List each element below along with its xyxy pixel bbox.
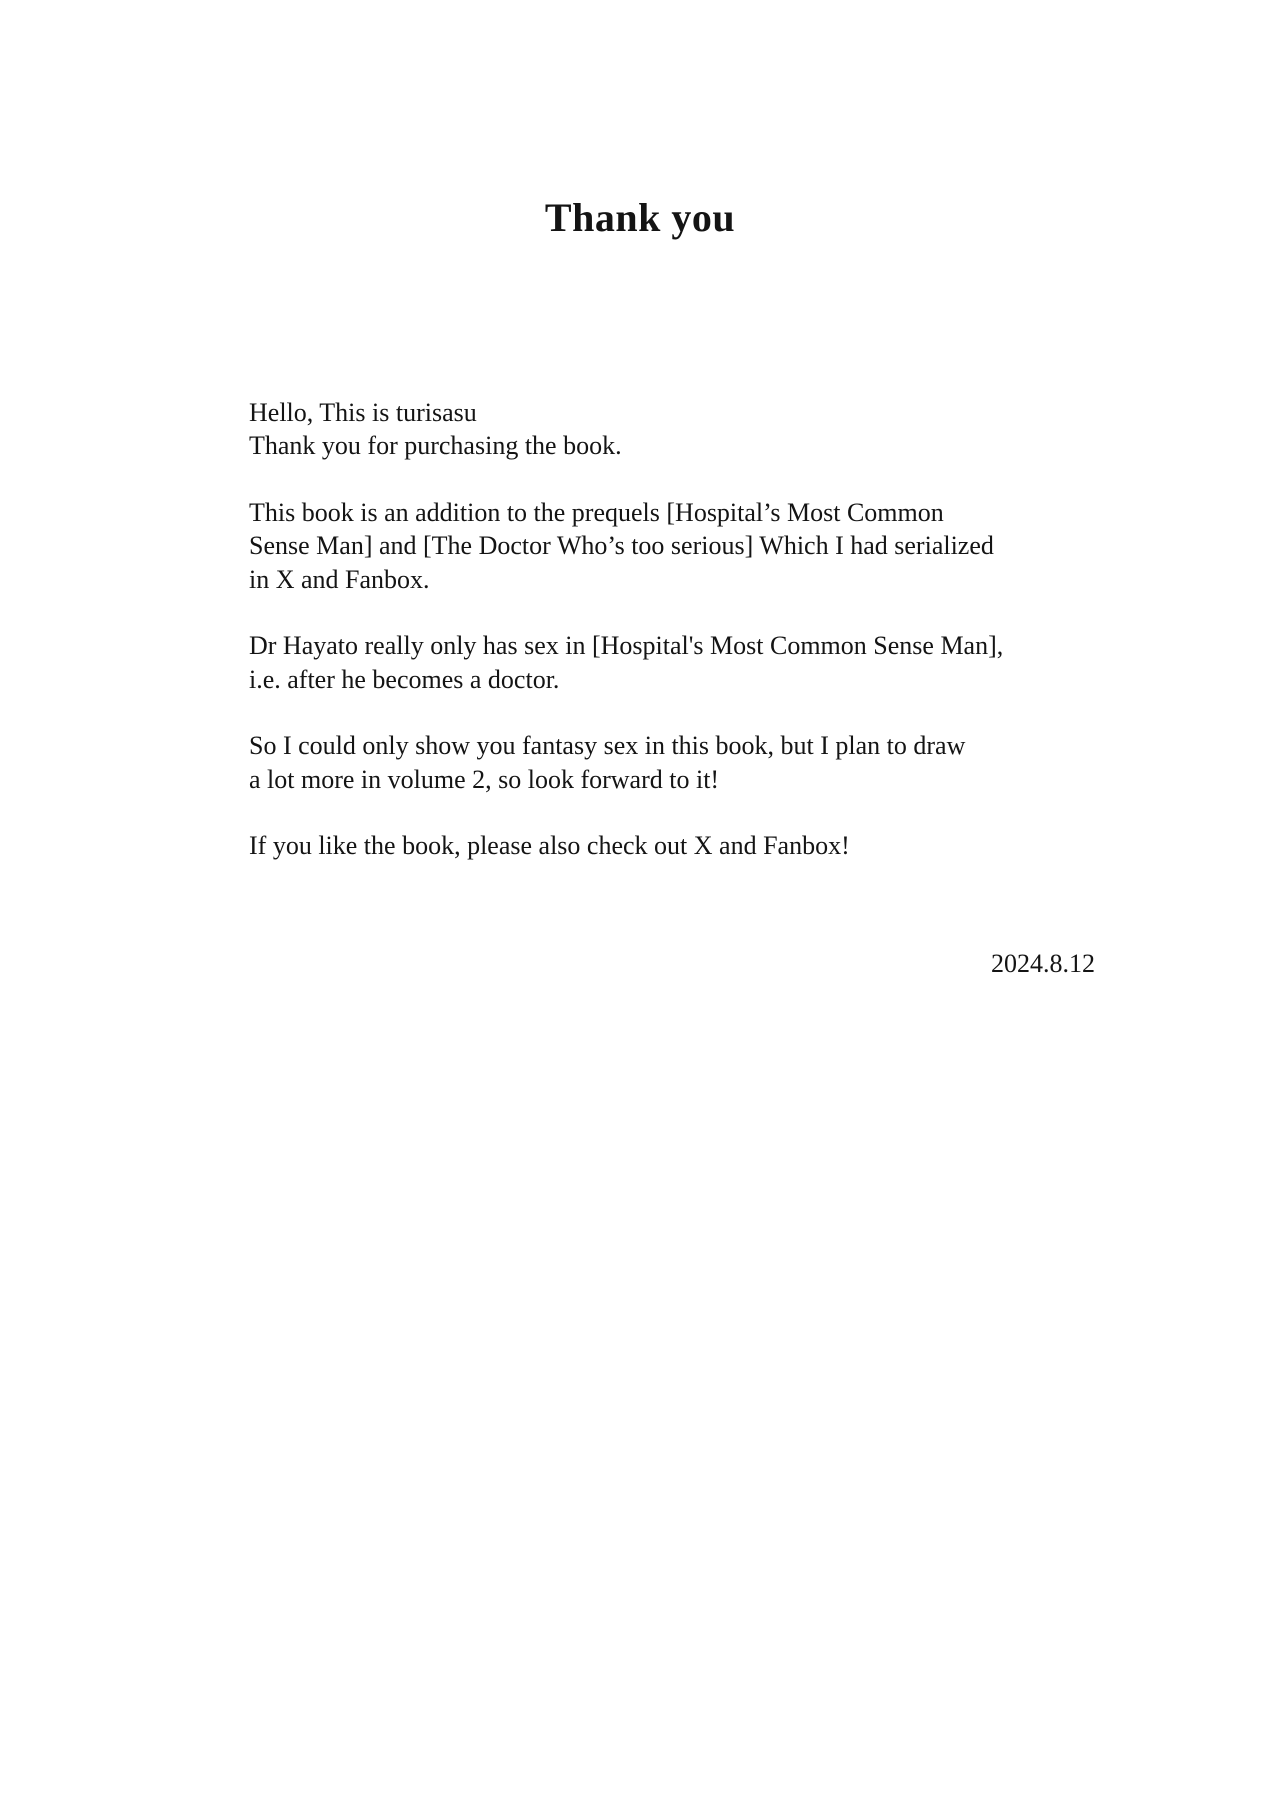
text-line: a lot more in volume 2, so look forward to it! (249, 764, 720, 794)
text-line: If you like the book, please also check out X and Fanbox! (249, 831, 850, 861)
text-line: Hello, This is turisasu (249, 398, 477, 427)
text-line: This book is an addition to the prequels [Hospital’s Most Common (249, 498, 944, 528)
page-title: Thank you (544, 195, 736, 240)
body-text (249, 396, 1099, 896)
paragraph-greeting (249, 396, 1099, 463)
text-line: Dr Hayato really only has sex in [Hospital's Most Common Sense Man], (249, 631, 1004, 661)
paragraph-volume-2 (249, 729, 1099, 796)
paragraph-check-out (249, 829, 1099, 862)
text-line: in X and Fanbox. (249, 564, 430, 594)
date-text: 2024.8.12 (991, 949, 1095, 978)
text-line: Sense Man] and [The Doctor Who’s too serious] Which I had serialized (249, 531, 994, 561)
paragraph-dr-hayato (249, 629, 1099, 696)
text-line: Thank you for purchasing the book. (249, 431, 622, 461)
paragraph-prequels (249, 496, 1099, 596)
text-line: So I could only show you fantasy sex in this book, but I plan to draw (249, 731, 966, 761)
text-line: i.e. after he becomes a doctor. (249, 664, 560, 694)
